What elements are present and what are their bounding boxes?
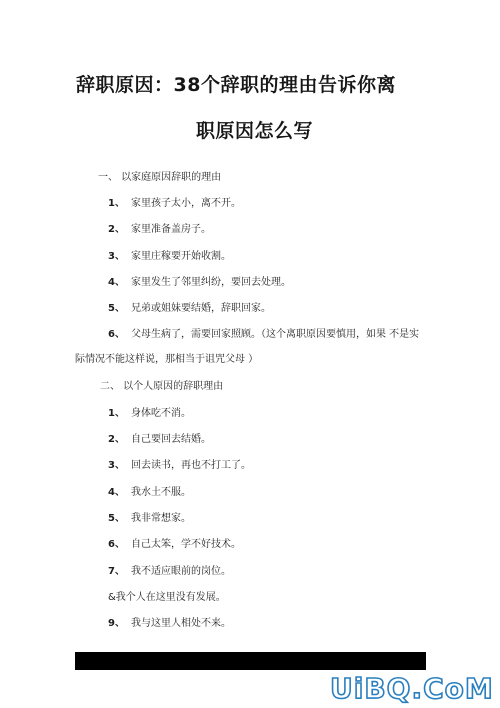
section-heading-family: 一、 以家庭原因辞职的理由	[98, 172, 222, 183]
list-item-text: 自己要回去结婚。	[130, 434, 211, 445]
list-item-personal-3	[108, 456, 251, 471]
list-item-text: 家里准备盖房子。	[130, 224, 211, 235]
list-item-number: 5、	[108, 303, 125, 314]
list-item-personal-6	[108, 535, 241, 550]
list-item-text: 回去读书，再也不打工了。	[130, 460, 251, 471]
list-item-family-5	[108, 299, 271, 314]
list-item-personal-9	[108, 614, 231, 629]
list-item-family-2	[108, 220, 211, 235]
list-item-text: 家里庄稼要开始收割。	[130, 251, 231, 262]
watermark-logo	[328, 670, 494, 704]
document-title-line-1: 辞职原因：38个辞职的理由告诉你离	[76, 74, 396, 96]
list-item-family-3	[108, 247, 231, 262]
list-item-text: 我非常想家。	[130, 513, 191, 524]
list-item-text: 父母生病了，需要回家照顾。（这个离职原因要慎用，如果 不是实	[130, 329, 420, 340]
list-item-number: 4、	[108, 487, 125, 498]
list-item-family-4	[108, 273, 291, 288]
list-item-family-6	[108, 325, 419, 340]
list-item-number: 2、	[108, 434, 125, 445]
list-item-family-6-continuation: 际情况不能这样说，那相当于诅咒父母 ）	[75, 354, 259, 365]
list-item-number: 3、	[108, 460, 125, 471]
list-item-text: 我与这里人相处不来。	[130, 618, 231, 629]
list-item-text: 兄弟或姐妹要结婚，辞职回家。	[130, 303, 271, 314]
list-item-number: 6、	[108, 539, 125, 550]
list-item-number: 5、	[108, 513, 125, 524]
list-item-number: 1、	[108, 198, 125, 209]
list-item-number: 2、	[108, 224, 125, 235]
list-item-number: 4、	[108, 277, 125, 288]
redaction-bar	[75, 652, 426, 670]
list-item-personal-2	[108, 430, 211, 445]
list-item-text: 身体吃不消。	[130, 408, 191, 419]
list-item-personal-8	[108, 588, 226, 603]
list-item-family-1	[108, 194, 241, 209]
list-item-personal-1	[108, 404, 191, 419]
list-item-text: 自己太笨，学不好技术。	[130, 539, 241, 550]
list-item-text: 家里发生了邻里纠纷，要回去处理。	[130, 277, 291, 288]
list-item-text: &我个人在这里没有发展。	[108, 592, 226, 603]
list-item-number: 6、	[108, 329, 125, 340]
list-item-text: 家里孩子太小，离不开。	[130, 198, 241, 209]
list-item-text: 我水土不服。	[130, 487, 191, 498]
section-heading-personal: 二、 以个人原因的辞职理由	[100, 381, 224, 392]
list-item-number: 3、	[108, 251, 125, 262]
document-title-line-2: 职原因怎么写	[196, 120, 314, 142]
list-item-number: 9、	[108, 618, 125, 629]
list-item-text: 我不适应眼前的岗位。	[130, 566, 231, 577]
list-item-number: 7、	[108, 566, 125, 577]
list-item-personal-7	[108, 562, 231, 577]
watermark-text: UiBQ.CoM	[330, 672, 494, 704]
list-item-number: 1、	[108, 408, 125, 419]
list-item-personal-5	[108, 509, 191, 524]
list-item-personal-4	[108, 483, 191, 498]
